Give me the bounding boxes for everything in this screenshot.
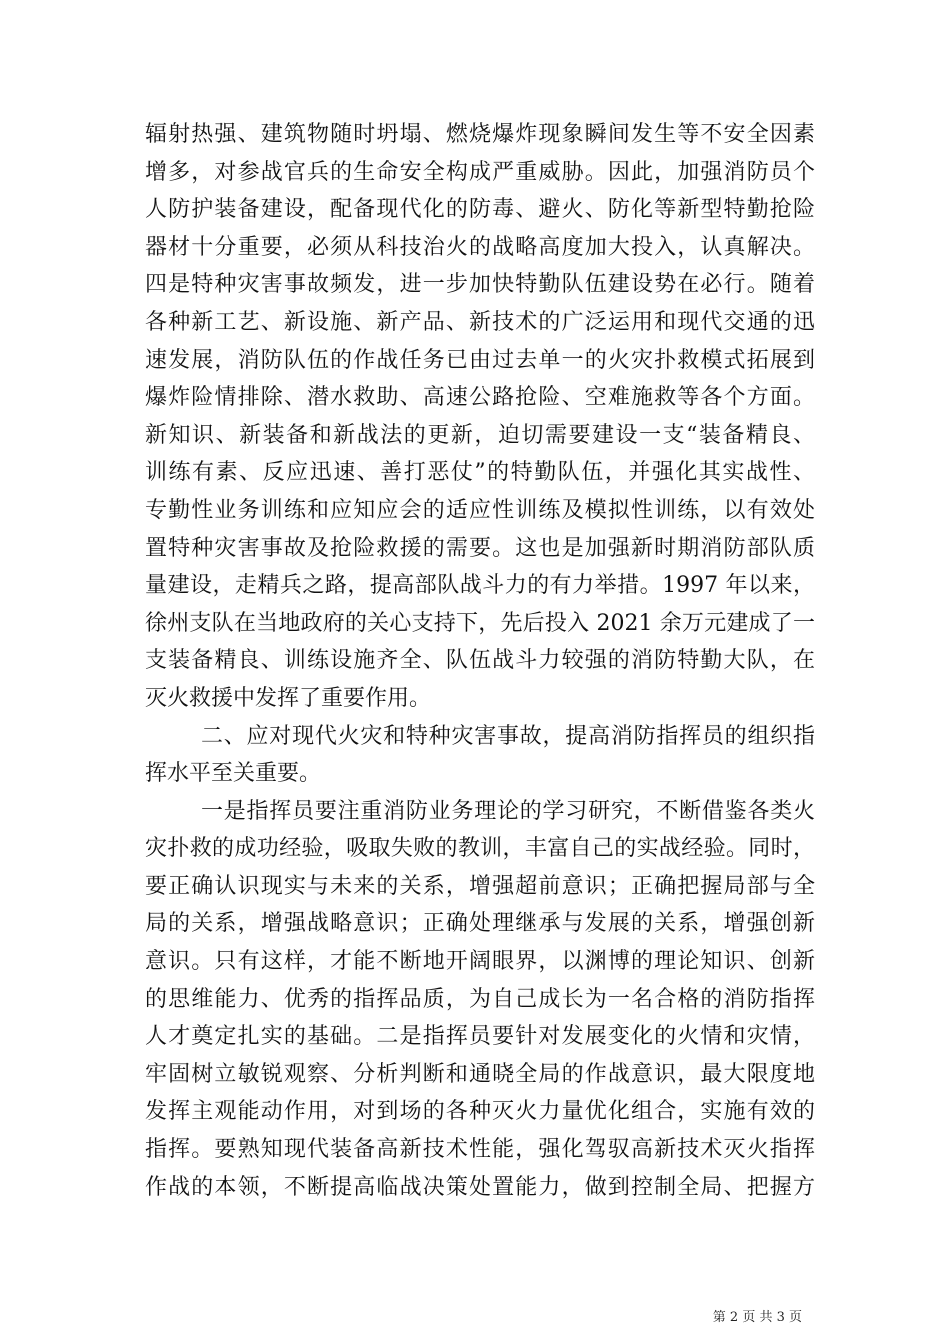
text-line: 指挥。要熟知现代装备高新技术性能，强化驾驭高新技术灭火指挥: [145, 1137, 815, 1163]
text-line: 各种新工艺、新设施、新产品、新技术的广泛运用和现代交通的迅: [145, 309, 815, 335]
text-line: 徐州支队在当地政府的关心支持下，先后投入 2021 余万元建成了一: [145, 610, 815, 636]
text-line: 爆炸险情排除、潜水救助、高速公路抢险、空难施救等各个方面。: [145, 385, 815, 411]
text-line: 四是特种灾害事故频发，进一步加快特勤队伍建设势在必行。随着: [145, 272, 815, 298]
text-line: 的思维能力、优秀的指挥品质，为自己成长为一名合格的消防指挥: [145, 986, 815, 1012]
section-heading-line: 二、应对现代火灾和特种灾害事故，提高消防指挥员的组织指: [201, 723, 815, 749]
text-line: 速发展，消防队伍的作战任务已由过去单一的火灾扑救模式拓展到: [145, 347, 815, 373]
text-line: 灾扑救的成功经验，吸取失败的教训，丰富自己的实战经验。同时，: [145, 836, 815, 862]
text-line: 人才奠定扎实的基础。二是指挥员要针对发展变化的火情和灾情，: [145, 1024, 815, 1050]
text-line: 新知识、新装备和新战法的更新，迫切需要建设一支“装备精良、: [145, 422, 815, 448]
section-heading-line: 挥水平至关重要。: [145, 761, 322, 787]
text-line: 牢固树立敏锐观察、分析判断和通晓全局的作战意识，最大限度地: [145, 1061, 815, 1087]
text-line: 一是指挥员要注重消防业务理论的学习研究，不断借鉴各类火: [201, 798, 815, 824]
text-line: 支装备精良、训练设施齐全、队伍战斗力较强的消防特勤大队，在: [145, 648, 815, 674]
text-line: 意识。只有这样，才能不断地开阔眼界，以渊博的理论知识、创新: [145, 949, 815, 975]
text-line: 局的关系，增强战略意识；正确处理继承与发展的关系，增强创新: [145, 911, 815, 937]
document-body: [145, 116, 815, 1206]
text-line: 量建设，走精兵之路，提高部队战斗力的有力举措。1997 年以来，: [145, 573, 815, 599]
text-line: 作战的本领，不断提高临战决策处置能力，做到控制全局、把握方: [145, 1174, 815, 1200]
text-line: 要正确认识现实与未来的关系，增强超前意识；正确把握局部与全: [145, 873, 815, 899]
text-line: 发挥主观能动作用，对到场的各种灭火力量优化组合，实施有效的: [145, 1099, 815, 1125]
text-line: 训练有素、反应迅速、善打恶仗”的特勤队伍，并强化其实战性、: [145, 460, 815, 486]
text-line: 人防护装备建设，配备现代化的防毒、避火、防化等新型特勤抢险: [145, 197, 815, 223]
text-line: 专勤性业务训练和应知应会的适应性训练及模拟性训练，以有效处: [145, 497, 815, 523]
text-line: 增多，对参战官兵的生命安全构成严重威胁。因此，加强消防员个: [145, 159, 815, 185]
page-number-footer: 第 2 页 共 3 页: [712, 1310, 802, 1325]
text-line: 辐射热强、建筑物随时坍塌、燃烧爆炸现象瞬间发生等不安全因素: [145, 122, 815, 147]
text-line: 置特种灾害事故及抢险救援的需要。这也是加强新时期消防部队质: [145, 535, 815, 561]
text-line: 灭火救援中发挥了重要作用。: [145, 685, 432, 711]
text-line: 器材十分重要，必须从科技治火的战略高度加大投入，认真解决。: [145, 234, 815, 260]
